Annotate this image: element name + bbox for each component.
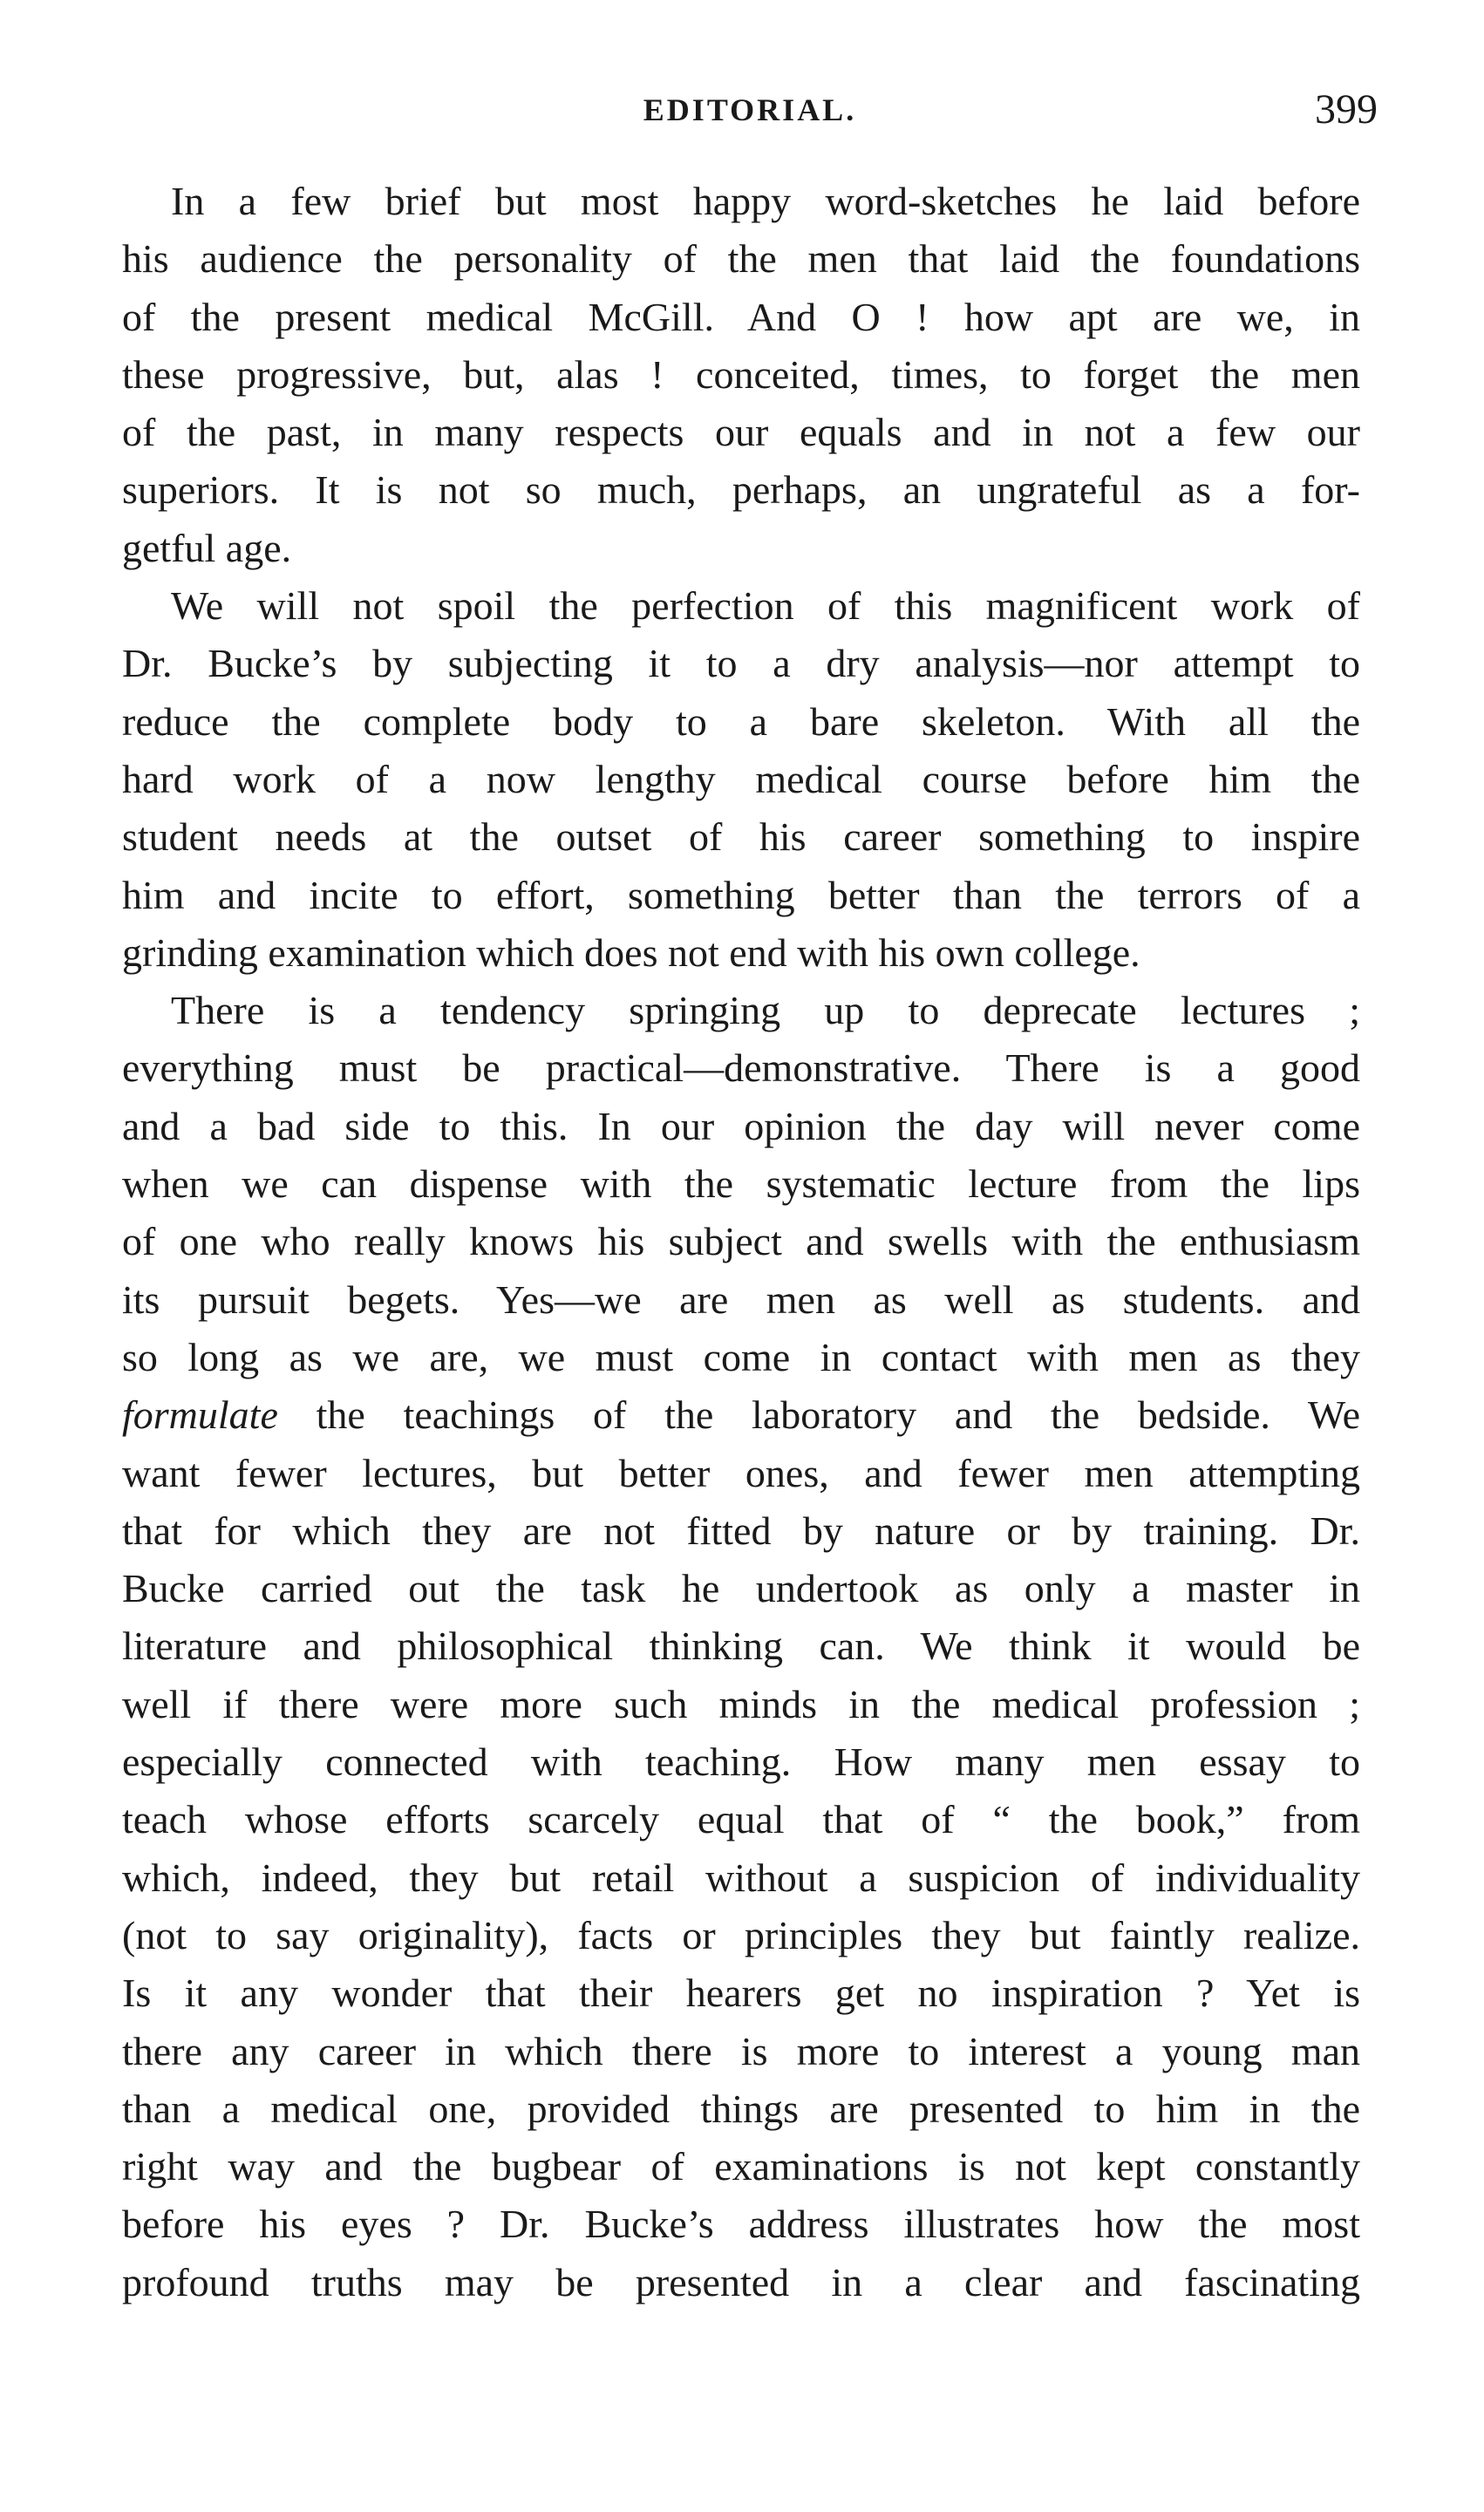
text-line: when we can dispense with the systematic lecture from the lips: [122, 1161, 1360, 1207]
text-line: teach whose efforts scarcely equal that of “ the book,” from: [122, 1797, 1360, 1842]
text-line: everything must be practical—demonstrative. There is a good: [122, 1045, 1360, 1091]
text-line: of the past, in many respects our equals and in not a few our: [122, 410, 1360, 455]
text-line: In a few brief but most happy word-sketches he laid before: [171, 179, 1360, 223]
text-line: student needs at the outset of his career something to inspire: [122, 814, 1360, 860]
running-title: EDITORIAL.: [643, 92, 857, 127]
italic-word: formulate: [122, 1392, 278, 1438]
text-line: [122, 1386, 1360, 1444]
paragraph: [122, 173, 1360, 577]
text-line: superiors. It is not so much, perhaps, an ungrateful as a for-: [122, 467, 1360, 513]
text-line: hard work of a now lengthy medical course before him the: [122, 756, 1360, 801]
text-line: and a bad side to this. In our opinion the day will never come: [122, 1103, 1360, 1148]
text-line: that for which they are not fitted by nature or by training. Dr.: [122, 1508, 1360, 1553]
text-line: than a medical one, provided things are presented to him in the: [122, 2086, 1360, 2131]
text-line: of one who really knows his subject and swells with the enthusiasm: [122, 1219, 1360, 1264]
text-line: Dr. Bucke’s by subjecting it to a dry analysis—nor attempt to: [122, 641, 1360, 686]
text-line: reduce the complete body to a bare skeleton. With all the: [122, 698, 1360, 744]
editorial-body: [122, 173, 1360, 2311]
text-line: Is it any wonder that their hearers get no inspiration ? Yet is: [122, 1971, 1360, 2016]
page-number: 399: [1315, 86, 1378, 133]
text-line: grinding examination which does not end with his own college.: [122, 929, 1140, 975]
text-line: which, indeed, they but retail without a suspicion of individuality: [122, 1855, 1360, 1900]
text-line: want fewer lectures, but better ones, and fewer men attempting: [122, 1450, 1360, 1495]
text-line: profound truths may be presented in a clear and fascinating: [122, 2259, 1360, 2304]
text-line: literature and philosophical thinking can. We think it would be: [122, 1624, 1360, 1669]
text-line: well if there were more such minds in the medical profession ;: [122, 1681, 1360, 1726]
text-run: the teachings of the laboratory and the bedside. We: [277, 1392, 1360, 1438]
text-line: especially connected with teaching. How many men essay to: [122, 1739, 1360, 1785]
text-line: his audience the personality of the men that laid the foundations: [122, 236, 1360, 282]
text-line: (not to say originality), facts or principles they but faintly realize.: [122, 1912, 1360, 1957]
text-line: There is a tendency springing up to deprecate lectures ;: [171, 988, 1360, 1033]
running-head: [122, 84, 1378, 136]
text-line: him and incite to effort, something better than the terrors of a: [122, 872, 1360, 917]
text-line: Bucke carried out the task he undertook as only a master in: [122, 1566, 1360, 1611]
text-line: before his eyes ? Dr. Bucke’s address illustrates how the most: [122, 2202, 1360, 2247]
text-line: there any career in which there is more to interest a young man: [122, 2028, 1360, 2073]
paragraph: [122, 577, 1360, 982]
text-line: of the present medical McGill. And O ! how apt are we, in: [122, 294, 1360, 339]
text-line: so long as we are, we must come in contact with men as they: [122, 1334, 1360, 1379]
text-line: getful age.: [122, 525, 292, 570]
text-line: its pursuit begets. Yes—we are men as well as students. and: [122, 1276, 1360, 1322]
text-line: right way and the bugbear of examinations is not kept constantly: [122, 2144, 1360, 2189]
text-line: We will not spoil the perfection of this magnificent work of: [171, 583, 1360, 629]
paragraph: [122, 982, 1360, 2311]
text-line: these progressive, but, alas ! conceited, times, to forget the men: [122, 351, 1360, 397]
